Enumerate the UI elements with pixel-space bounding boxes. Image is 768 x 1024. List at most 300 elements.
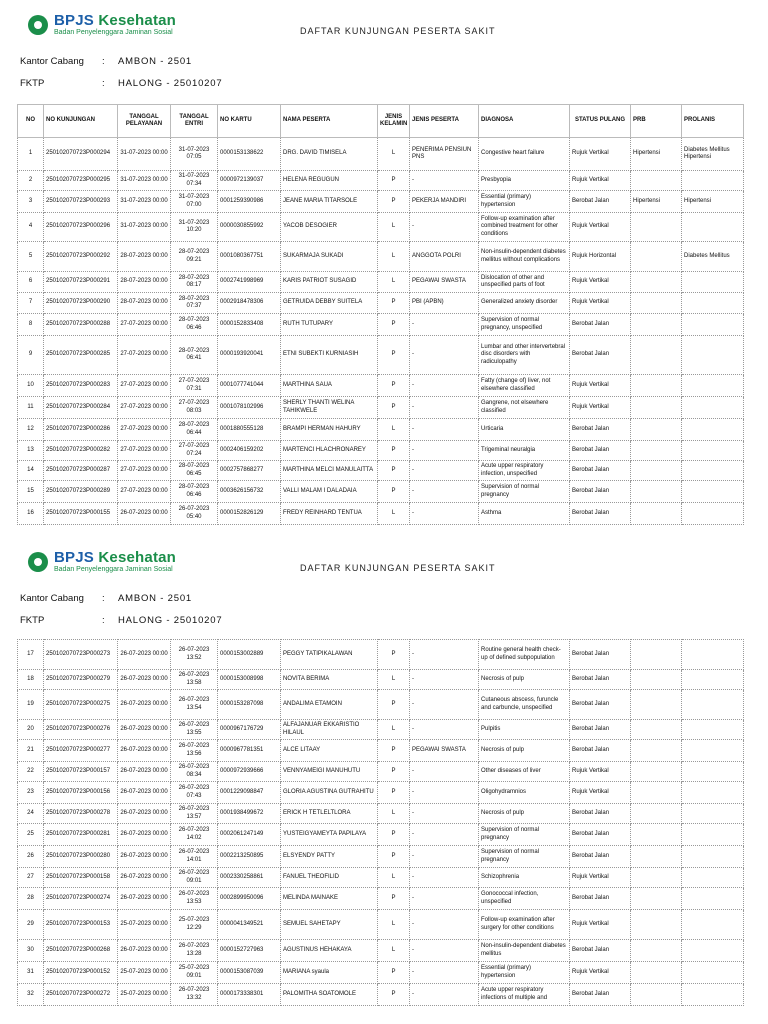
col-no-cell: 22	[18, 762, 44, 782]
col-status-pulang-cell: Berobat Jalan	[570, 441, 631, 461]
table-row	[18, 804, 744, 824]
col-no-cell: 15	[18, 481, 44, 503]
col-jenis-peserta-cell: PBI (APBN)	[410, 293, 479, 314]
col-diagnosa-cell: Urticaria	[479, 419, 570, 441]
col-no-kunjungan-cell: 250102070723P000276	[44, 720, 118, 740]
col-tanggal-pelayanan-cell: 26-07-2023 00:00	[118, 740, 171, 762]
col-no-cell: 29	[18, 910, 44, 940]
col-diagnosa-cell: Necrosis of pulp	[479, 804, 570, 824]
col-prolanis-cell	[682, 962, 744, 984]
table-row	[18, 171, 744, 191]
col-tanggal-entri-cell: 26-07-2023 13:53	[171, 888, 218, 910]
bpjs-logo-icon	[28, 552, 48, 572]
col-no-cell: 1	[18, 138, 44, 171]
col-status-pulang-cell: Rujuk Vertikal	[570, 762, 631, 782]
col-jenis-peserta-cell: PEGAWAI SWASTA	[410, 272, 479, 293]
col-tanggal-entri-cell: 31-07-2023 07:05	[171, 138, 218, 171]
col-jenis-peserta-cell: -	[410, 824, 479, 846]
col-tanggal-entri-cell: 26-07-2023 09:01	[171, 868, 218, 888]
table-row	[18, 441, 744, 461]
col-jenis-peserta-cell: -	[410, 762, 479, 782]
col-diagnosa-cell: Congestive heart failure	[479, 138, 570, 171]
col-prolanis-cell	[682, 720, 744, 740]
col-diagnosa-cell: Essential (primary) hypertension	[479, 962, 570, 984]
col-prb-cell	[631, 910, 682, 940]
col-no-kunjungan-cell: 250102070723P000290	[44, 293, 118, 314]
col-tanggal-pelayanan-cell: 27-07-2023 00:00	[118, 397, 171, 419]
sheet1-header	[0, 0, 768, 50]
col-no-kartu-cell: 0000972139037	[218, 171, 281, 191]
kantor-label: Kantor Cabang	[20, 55, 84, 67]
col-prolanis-cell	[682, 375, 744, 397]
col-status-pulang-cell: Rujuk Vertikal	[570, 868, 631, 888]
col-prb-cell: Hipertensi	[631, 191, 682, 213]
col-nama-peserta-cell: RUTH TUTUPARY	[281, 314, 378, 336]
logo-accent: Kesehatan	[98, 12, 177, 29]
col-status-pulang-cell: Berobat Jalan	[570, 984, 631, 1006]
table-row	[18, 782, 744, 804]
logo-tagline: Badan Penyelenggara Jaminan Sosial	[54, 566, 173, 573]
col-status-pulang-cell: Rujuk Horizontal	[570, 242, 631, 272]
col-no-cell: 18	[18, 670, 44, 690]
col-nama-peserta-cell: PALOMITHA SOATOMOLE	[281, 984, 378, 1006]
col-jenis-peserta-cell: -	[410, 940, 479, 962]
col-no-kunjungan-cell: 250102070723P000288	[44, 314, 118, 336]
col-no-cell: 30	[18, 940, 44, 962]
col-status-pulang-cell: Rujuk Vertikal	[570, 375, 631, 397]
col-tanggal-pelayanan-cell: 26-07-2023 00:00	[118, 846, 171, 868]
col-no-kartu-cell: 0000152833408	[218, 314, 281, 336]
col-no-kartu-cell: 0000041349521	[218, 910, 281, 940]
col-tanggal-pelayanan-cell: 28-07-2023 00:00	[118, 272, 171, 293]
col-nama-peserta-cell: HELENA REGUGUN	[281, 171, 378, 191]
col-nama-peserta-cell: PEGGY TATIPIKALAWAN	[281, 640, 378, 670]
table-row	[18, 762, 744, 782]
col-prb-cell	[631, 419, 682, 441]
col-no-kunjungan-cell: 250102070723P000157	[44, 762, 118, 782]
col-status-pulang-cell: Berobat Jalan	[570, 690, 631, 720]
col-prolanis-cell	[682, 397, 744, 419]
col-status-pulang-cell: Rujuk Vertikal	[570, 171, 631, 191]
col-nama-peserta-cell: MELINDA MAINAKE	[281, 888, 378, 910]
col-jenis-kelamin-cell: P	[378, 314, 410, 336]
col-jenis-peserta-cell: PEGAWAI SWASTA	[410, 740, 479, 762]
col-status-pulang-cell: Berobat Jalan	[570, 503, 631, 525]
col-no-kartu-cell: 0000153287098	[218, 690, 281, 720]
col-no-cell: 21	[18, 740, 44, 762]
col-nama-peserta-cell: SUKARMAJA SUKADI	[281, 242, 378, 272]
col-jenis-kelamin-cell: P	[378, 782, 410, 804]
col-nama-peserta-cell: JEANE MARIA TITARSOLE	[281, 191, 378, 213]
col-prb-cell	[631, 171, 682, 191]
col-jenis-kelamin-cell: P	[378, 690, 410, 720]
col-diagnosa-cell: Necrosis of pulp	[479, 740, 570, 762]
col-prolanis-cell	[682, 846, 744, 868]
col-nama-peserta-cell: MARTENCI HLACHRONAREY	[281, 441, 378, 461]
col-no-kartu-cell: 0002741998969	[218, 272, 281, 293]
col-nama-peserta-cell: SEMUEL SAHETAPY	[281, 910, 378, 940]
col-no-kartu-cell: 0000153087039	[218, 962, 281, 984]
col-prb-cell	[631, 690, 682, 720]
col-tanggal-pelayanan-cell: 27-07-2023 00:00	[118, 481, 171, 503]
bpjs-logo-icon	[28, 15, 48, 35]
col-status-pulang-cell: Berobat Jalan	[570, 640, 631, 670]
col-nama-peserta-cell: GETRUIDA DEBBY SUITELA	[281, 293, 378, 314]
table-row	[18, 293, 744, 314]
col-no-cell: 5	[18, 242, 44, 272]
col-no-cell: 13	[18, 441, 44, 461]
document-title: DAFTAR KUNJUNGAN PESERTA SAKIT	[300, 26, 496, 36]
col-no-kartu-cell: 0002061247149	[218, 824, 281, 846]
col-status-pulang-cell: Rujuk Vertikal	[570, 138, 631, 171]
col-jenis-peserta-cell: -	[410, 171, 479, 191]
col-prolanis-cell	[682, 461, 744, 481]
col-prolanis-cell: Diabetes Mellitus	[682, 242, 744, 272]
col-nama-peserta-cell: ANDALIMA ETAMOIN	[281, 690, 378, 720]
col-no-cell: 11	[18, 397, 44, 419]
col-no-kartu-cell: 0002918478306	[218, 293, 281, 314]
col-no-cell: 7	[18, 293, 44, 314]
col-jenis-peserta-cell: -	[410, 441, 479, 461]
col-no-kunjungan-cell: 250102070723P000156	[44, 782, 118, 804]
col-no-cell: 32	[18, 984, 44, 1006]
col-no-kartu-cell: 0001077741044	[218, 375, 281, 397]
col-jenis-peserta-cell: -	[410, 461, 479, 481]
col-no-kunjungan-cell: 250102070723P000284	[44, 397, 118, 419]
col-tanggal-pelayanan-cell: 26-07-2023 00:00	[118, 762, 171, 782]
col-no-cell: 2	[18, 171, 44, 191]
col-tanggal-entri-header: TANGGAL ENTRI	[171, 105, 218, 138]
col-prolanis-cell	[682, 171, 744, 191]
col-jenis-kelamin-header: JENIS KELAMIN	[378, 105, 410, 138]
col-jenis-peserta-cell: -	[410, 782, 479, 804]
col-prb-cell	[631, 441, 682, 461]
col-status-pulang-cell: Rujuk Vertikal	[570, 397, 631, 419]
logo-name: BPJS	[54, 549, 94, 566]
table-row	[18, 824, 744, 846]
col-no-kartu-cell: 0001080367751	[218, 242, 281, 272]
col-prb-cell	[631, 888, 682, 910]
col-nama-peserta-cell: BRAMPI HERMAN HAHURY	[281, 419, 378, 441]
col-tanggal-entri-cell: 28-07-2023 09:21	[171, 242, 218, 272]
table-row	[18, 503, 744, 525]
col-status-pulang-cell: Berobat Jalan	[570, 888, 631, 910]
sheet2-meta: Kantor Cabang : AMBON - 2501 FKTP : HALONG - 25010207	[20, 592, 223, 626]
col-tanggal-pelayanan-cell: 28-07-2023 00:00	[118, 242, 171, 272]
col-no-kunjungan-cell: 250102070723P000294	[44, 138, 118, 171]
col-no-header: NO	[18, 105, 44, 138]
col-tanggal-entri-cell: 26-07-2023 13:28	[171, 940, 218, 962]
col-prb-cell	[631, 213, 682, 242]
col-jenis-kelamin-cell: L	[378, 419, 410, 441]
col-prb-cell	[631, 940, 682, 962]
col-no-kartu-cell: 0000153138622	[218, 138, 281, 171]
col-status-pulang-cell: Berobat Jalan	[570, 670, 631, 690]
col-jenis-peserta-cell: -	[410, 314, 479, 336]
col-jenis-kelamin-cell: P	[378, 984, 410, 1006]
col-tanggal-pelayanan-cell: 27-07-2023 00:00	[118, 336, 171, 375]
col-no-kunjungan-cell: 250102070723P000293	[44, 191, 118, 213]
col-jenis-kelamin-cell: P	[378, 888, 410, 910]
sheet2-header	[0, 537, 768, 587]
col-prolanis-cell	[682, 441, 744, 461]
table-row	[18, 720, 744, 740]
col-tanggal-pelayanan-cell: 26-07-2023 00:00	[118, 640, 171, 670]
table-row	[18, 461, 744, 481]
col-diagnosa-cell: Necrosis of pulp	[479, 670, 570, 690]
col-tanggal-entri-cell: 27-07-2023 08:03	[171, 397, 218, 419]
col-no-cell: 23	[18, 782, 44, 804]
col-nama-peserta-cell: VALLI MALAM I DALADAIA	[281, 481, 378, 503]
col-tanggal-entri-cell: 26-07-2023 13:32	[171, 984, 218, 1006]
col-prb-cell	[631, 242, 682, 272]
col-diagnosa-cell: Presbyopia	[479, 171, 570, 191]
col-no-kartu-cell: 0002899950096	[218, 888, 281, 910]
col-no-cell: 28	[18, 888, 44, 910]
col-jenis-peserta-cell: -	[410, 720, 479, 740]
col-prolanis-cell: Hipertensi	[682, 191, 744, 213]
col-no-kunjungan-header: NO KUNJUNGAN	[44, 105, 118, 138]
table-row	[18, 888, 744, 910]
col-no-kartu-cell: 0000153002889	[218, 640, 281, 670]
col-prolanis-cell	[682, 762, 744, 782]
col-diagnosa-cell: Oligohydramnios	[479, 782, 570, 804]
col-tanggal-entri-cell: 26-07-2023 13:52	[171, 640, 218, 670]
col-prb-cell	[631, 804, 682, 824]
col-no-kunjungan-cell: 250102070723P000274	[44, 888, 118, 910]
visit-table-page1	[17, 104, 744, 525]
col-jenis-peserta-cell: PENERIMA PENSIUN PNS	[410, 138, 479, 171]
table-row	[18, 640, 744, 670]
col-prb-cell	[631, 375, 682, 397]
col-nama-peserta-cell: SHERLY THANTI WELINA TAHIKWELE	[281, 397, 378, 419]
col-jenis-kelamin-cell: P	[378, 461, 410, 481]
col-no-cell: 25	[18, 824, 44, 846]
col-diagnosa-cell: Follow-up examination after combined treatment for other conditions	[479, 213, 570, 242]
col-no-cell: 9	[18, 336, 44, 375]
col-diagnosa-cell: Non-insulin-dependent diabetes mellitus	[479, 940, 570, 962]
col-diagnosa-cell: Asthma	[479, 503, 570, 525]
col-status-pulang-cell: Rujuk Vertikal	[570, 293, 631, 314]
col-no-kunjungan-cell: 250102070723P000295	[44, 171, 118, 191]
col-prolanis-cell	[682, 419, 744, 441]
col-nama-peserta-cell: MARTHINA MELCI MANULAITTA	[281, 461, 378, 481]
col-status-pulang-cell: Rujuk Vertikal	[570, 782, 631, 804]
col-status-pulang-cell: Berobat Jalan	[570, 846, 631, 868]
col-diagnosa-cell: Follow-up examination after surgery for other conditions	[479, 910, 570, 940]
col-jenis-peserta-cell: -	[410, 670, 479, 690]
col-status-pulang-cell: Rujuk Vertikal	[570, 272, 631, 293]
kantor-label: Kantor Cabang	[20, 592, 84, 604]
col-nama-peserta-cell: DRG. DAVID TIMISELA	[281, 138, 378, 171]
col-prolanis-header: PROLANIS	[682, 105, 744, 138]
col-prb-cell	[631, 720, 682, 740]
col-jenis-peserta-cell: -	[410, 868, 479, 888]
col-no-kartu-cell: 0001259390986	[218, 191, 281, 213]
col-nama-peserta-header: NAMA PESERTA	[281, 105, 378, 138]
col-nama-peserta-cell: NOVITA BERIMA	[281, 670, 378, 690]
col-tanggal-entri-cell: 26-07-2023 13:54	[171, 690, 218, 720]
col-jenis-peserta-cell: -	[410, 962, 479, 984]
col-jenis-peserta-cell: -	[410, 503, 479, 525]
col-no-kartu-cell: 0000193920041	[218, 336, 281, 375]
col-diagnosa-cell: Generalized anxiety disorder	[479, 293, 570, 314]
col-jenis-kelamin-cell: L	[378, 940, 410, 962]
col-no-cell: 16	[18, 503, 44, 525]
table-row	[18, 397, 744, 419]
table-row	[18, 690, 744, 720]
col-no-kartu-cell: 0002757868277	[218, 461, 281, 481]
col-diagnosa-cell: Other diseases of liver	[479, 762, 570, 782]
col-nama-peserta-cell: YACOB DESOGIER	[281, 213, 378, 242]
table-header-row	[18, 105, 744, 138]
col-nama-peserta-cell: ETNI SUBEKTI KURNIASIH	[281, 336, 378, 375]
col-status-pulang-cell: Berobat Jalan	[570, 740, 631, 762]
col-no-kartu-cell: 0000173338301	[218, 984, 281, 1006]
col-no-cell: 8	[18, 314, 44, 336]
col-tanggal-pelayanan-cell: 27-07-2023 00:00	[118, 461, 171, 481]
col-no-kunjungan-cell: 250102070723P000279	[44, 670, 118, 690]
col-no-cell: 31	[18, 962, 44, 984]
col-jenis-kelamin-cell: L	[378, 503, 410, 525]
col-tanggal-entri-cell: 31-07-2023 10:20	[171, 213, 218, 242]
document-title: DAFTAR KUNJUNGAN PESERTA SAKIT	[300, 563, 496, 573]
col-jenis-kelamin-cell: P	[378, 191, 410, 213]
col-tanggal-pelayanan-cell: 31-07-2023 00:00	[118, 191, 171, 213]
bpjs-logo	[28, 13, 176, 36]
col-no-kunjungan-cell: 250102070723P000268	[44, 940, 118, 962]
col-status-pulang-cell: Berobat Jalan	[570, 314, 631, 336]
col-tanggal-entri-cell: 28-07-2023 07:37	[171, 293, 218, 314]
col-jenis-kelamin-cell: P	[378, 375, 410, 397]
col-diagnosa-cell: Essential (primary) hypertension	[479, 191, 570, 213]
col-nama-peserta-cell: FANUEL THEOFILID	[281, 868, 378, 888]
col-tanggal-entri-cell: 26-07-2023 14:01	[171, 846, 218, 868]
col-no-kunjungan-cell: 250102070723P000155	[44, 503, 118, 525]
col-jenis-kelamin-cell: P	[378, 640, 410, 670]
table-row	[18, 213, 744, 242]
col-jenis-kelamin-cell: L	[378, 868, 410, 888]
col-jenis-peserta-cell: -	[410, 336, 479, 375]
table-row	[18, 984, 744, 1006]
col-jenis-kelamin-cell: L	[378, 138, 410, 171]
col-prb-cell: Hipertensi	[631, 138, 682, 171]
col-no-kartu-header: NO KARTU	[218, 105, 281, 138]
col-nama-peserta-cell: AGUSTINUS HEHAKAYA	[281, 940, 378, 962]
col-diagnosa-cell: Cutaneous abscess, furuncle and carbuncle, unspecified	[479, 690, 570, 720]
col-prb-cell	[631, 670, 682, 690]
col-no-kartu-cell: 0001078102996	[218, 397, 281, 419]
col-no-kunjungan-cell: 250102070723P000275	[44, 690, 118, 720]
col-no-kartu-cell: 0001938499672	[218, 804, 281, 824]
col-no-cell: 24	[18, 804, 44, 824]
col-no-kunjungan-cell: 250102070723P000286	[44, 419, 118, 441]
col-prolanis-cell	[682, 213, 744, 242]
table-row	[18, 740, 744, 762]
col-tanggal-pelayanan-cell: 26-07-2023 00:00	[118, 782, 171, 804]
col-tanggal-entri-cell: 26-07-2023 13:56	[171, 740, 218, 762]
kantor-value: AMBON - 2501	[118, 592, 193, 604]
col-jenis-kelamin-cell: L	[378, 213, 410, 242]
col-jenis-kelamin-cell: L	[378, 272, 410, 293]
col-no-cell: 27	[18, 868, 44, 888]
col-no-kunjungan-cell: 250102070723P000280	[44, 846, 118, 868]
col-status-pulang-header: STATUS PULANG	[570, 105, 631, 138]
col-tanggal-entri-cell: 27-07-2023 07:24	[171, 441, 218, 461]
col-diagnosa-header: DIAGNOSA	[479, 105, 570, 138]
col-status-pulang-cell: Berobat Jalan	[570, 824, 631, 846]
col-no-kunjungan-cell: 250102070723P000285	[44, 336, 118, 375]
table-row	[18, 962, 744, 984]
col-no-kunjungan-cell: 250102070723P000152	[44, 962, 118, 984]
col-nama-peserta-cell: KARIS PATRIOT SUSAGID	[281, 272, 378, 293]
sheet1-meta: Kantor Cabang : AMBON - 2501 FKTP : HALONG - 25010207	[20, 55, 223, 89]
col-no-kunjungan-cell: 250102070723P000287	[44, 461, 118, 481]
col-tanggal-pelayanan-cell: 28-07-2023 00:00	[118, 293, 171, 314]
col-no-cell: 12	[18, 419, 44, 441]
col-tanggal-pelayanan-cell: 25-07-2023 00:00	[118, 962, 171, 984]
col-prolanis-cell	[682, 272, 744, 293]
col-no-kartu-cell: 0002330258861	[218, 868, 281, 888]
col-tanggal-pelayanan-cell: 26-07-2023 00:00	[118, 824, 171, 846]
col-no-cell: 4	[18, 213, 44, 242]
col-tanggal-entri-cell: 26-07-2023 13:58	[171, 670, 218, 690]
table-row	[18, 336, 744, 375]
col-diagnosa-cell: Pulpitis	[479, 720, 570, 740]
col-prb-cell	[631, 824, 682, 846]
visit-table-page2	[17, 639, 744, 1006]
col-no-kartu-cell: 0001229098847	[218, 782, 281, 804]
col-prb-cell	[631, 762, 682, 782]
table-row	[18, 419, 744, 441]
fktp-label: FKTP	[20, 77, 45, 89]
col-prb-cell	[631, 314, 682, 336]
logo-name: BPJS	[54, 12, 94, 29]
col-jenis-kelamin-cell: P	[378, 336, 410, 375]
col-diagnosa-cell: Supervision of normal pregnancy	[479, 481, 570, 503]
col-prolanis-cell	[682, 868, 744, 888]
col-tanggal-pelayanan-cell: 27-07-2023 00:00	[118, 314, 171, 336]
col-tanggal-pelayanan-cell: 25-07-2023 00:00	[118, 910, 171, 940]
col-prolanis-cell	[682, 888, 744, 910]
table-row	[18, 670, 744, 690]
col-prolanis-cell	[682, 670, 744, 690]
col-tanggal-pelayanan-cell: 26-07-2023 00:00	[118, 690, 171, 720]
col-nama-peserta-cell: MARIANA syaula	[281, 962, 378, 984]
col-diagnosa-cell: Non-insulin-dependent diabetes mellitus without complications	[479, 242, 570, 272]
col-status-pulang-cell: Berobat Jalan	[570, 481, 631, 503]
col-jenis-kelamin-cell: P	[378, 171, 410, 191]
col-tanggal-entri-cell: 25-07-2023 12:29	[171, 910, 218, 940]
col-prb-cell	[631, 846, 682, 868]
col-prb-cell	[631, 984, 682, 1006]
col-no-kunjungan-cell: 250102070723P000282	[44, 441, 118, 461]
col-prolanis-cell	[682, 314, 744, 336]
col-status-pulang-cell: Berobat Jalan	[570, 804, 631, 824]
col-prb-cell	[631, 293, 682, 314]
col-status-pulang-cell: Berobat Jalan	[570, 191, 631, 213]
logo-tagline: Badan Penyelenggara Jaminan Sosial	[54, 29, 173, 36]
col-prolanis-cell	[682, 336, 744, 375]
table-row	[18, 868, 744, 888]
logo-accent: Kesehatan	[98, 549, 177, 566]
col-diagnosa-cell: Dislocation of other and unspecified parts of foot	[479, 272, 570, 293]
table-row	[18, 138, 744, 171]
col-jenis-peserta-header: JENIS PESERTA	[410, 105, 479, 138]
col-prb-cell	[631, 740, 682, 762]
col-jenis-peserta-cell: PEKERJA MANDIRI	[410, 191, 479, 213]
col-no-kartu-cell: 0000972939666	[218, 762, 281, 782]
